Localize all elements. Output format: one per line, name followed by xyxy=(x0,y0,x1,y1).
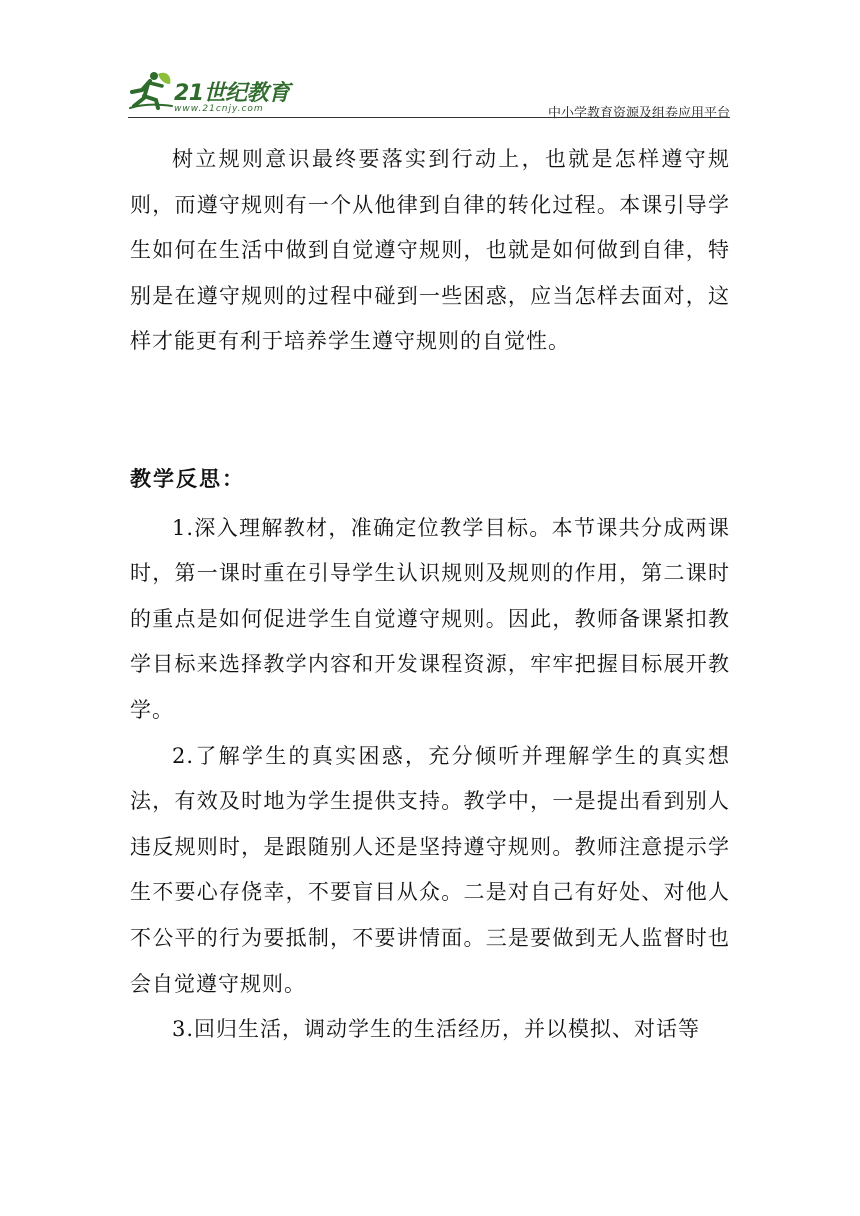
logo-url-text: www.21cnjy.com xyxy=(174,104,264,114)
intro-paragraph: 树立规则意识最终要落实到行动上，也就是怎样遵守规则，而遵守规则有一个从他律到自律的转化过程。本课引导学生如何在生活中做到自觉遵守规则，也就是如何做到自律，特别是在遵守规则的过程中碰到一些困惑，应当怎样去面对，这样才能更有利于培养学生遵守规则的自觉性。 xyxy=(130,147,730,354)
header-divider xyxy=(128,117,730,118)
document-body xyxy=(130,137,730,1053)
page-header xyxy=(128,66,730,121)
reflection-item: 2.了解学生的真实困惑，充分倾听并理解学生的真实想法，有效及时地为学生提供支持。教学中，一是提出看到别人违反规则时，是跟随别人还是坚持遵守规则。教师注意提示学生不要心存侥幸，不要盲目从众。二是对自己有好处、对他人不公平的行为要抵制，不要讲情面。三是要做到无人监督时也会自觉遵守规则。 xyxy=(130,743,730,996)
reflection-heading: 教学反思： xyxy=(130,465,245,491)
runner-logo-icon xyxy=(128,70,174,110)
header-slogan: 中小学教育资源及组卷应用平台 xyxy=(547,106,730,121)
reflection-section xyxy=(130,456,730,1053)
logo xyxy=(128,66,298,114)
logo-brand-text: 21世纪教育 xyxy=(174,81,290,106)
reflection-item: 1.深入理解教材，准确定位教学目标。本节课共分成两课时，第一课时重在引导学生认识规则及规则的作用，第二课时的重点是如何促进学生自觉遵守规则。因此，教师备课紧扣教学目标来选择教学内容和开发课程资源，牢牢把握目标展开教学。 xyxy=(130,515,730,722)
reflection-item: 3.回归生活，调动学生的生活经历，并以模拟、对话等 xyxy=(172,1017,701,1042)
